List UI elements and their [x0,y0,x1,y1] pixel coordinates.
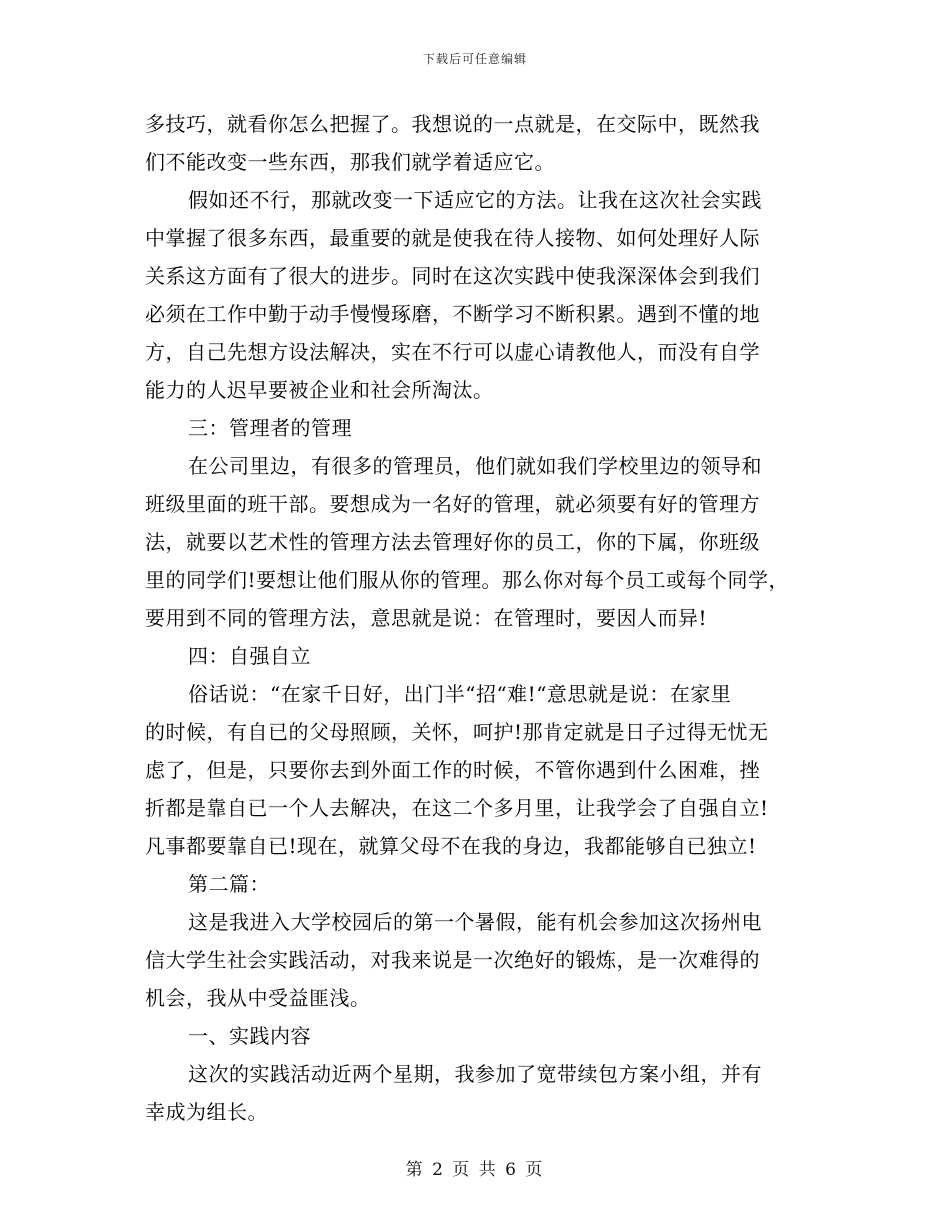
text-line: 的时候，有自已的父母照顾，关怀，呵护!那肯定就是日子过得无忧无 [145,720,769,744]
text-line: 必须在工作中勤于动手慢慢琢磨，不断学习不断积累。遇到不懂的地 [145,302,760,326]
text-line: 这次的实践活动近两个星期，我参加了宽带续包方案小组，并有 [188,1062,762,1086]
text-line: 机会，我从中受益匪浅。 [145,986,371,1010]
text-line: 关系这方面有了很大的进步。同时在这次实践中使我深深体会到我们 [145,264,760,288]
text-line: 俗话说：“在家千日好，出门半“招“难!“意思就是说：在家里 [188,682,732,706]
text-line: 信大学生社会实践活动，对我来说是一次绝好的锻炼，是一次难得的 [145,948,760,972]
page-header-note: 下载后可任意编辑 [422,52,527,66]
text-line: 要用到不同的管理方法，意思就是说：在管理时，要因人而异! [145,606,708,630]
text-line: 四：自强自立 [188,644,311,668]
document-body [145,105,820,1131]
text-line: 中掌握了很多东西，最重要的就是使我在待人接物、如何处理好人际 [145,226,760,250]
text-line: 在公司里边，有很多的管理员，他们就如我们学校里边的领导和 [188,454,762,478]
text-line: 这是我进入大学校园后的第一个暑假，能有机会参加这次扬州电 [188,910,762,934]
text-line: 凡事都要靠自已!现在，就算父母不在我的身边，我都能够自已独立! [145,834,757,858]
text-line: 假如还不行，那就改变一下适应它的方法。让我在这次社会实践 [188,188,762,212]
text-line: 法，就要以艺术性的管理方法去管理好你的员工，你的下属，你班级 [145,530,760,554]
text-line: 们不能改变一些东西，那我们就学着适应它。 [145,150,555,174]
text-line: 三：管理者的管理 [188,416,352,440]
text-line: 第二篇： [188,872,270,896]
text-line: 虑了，但是，只要你去到外面工作的时候，不管你遇到什么困难，挫 [145,758,760,782]
text-line: 方，自己先想方设法解决，实在不行可以虚心请教他人，而没有自学 [145,340,760,364]
text-line: 能力的人迟早要被企业和社会所淘汰。 [145,378,494,402]
text-line: 里的同学们!要想让他们服从你的管理。那么你对每个员工或每个同学， [145,568,790,592]
page-number: 第 2 页 共 6 页 [405,1160,545,1180]
text-line: 幸成为组长。 [145,1100,268,1124]
text-line: 一、实践内容 [188,1024,311,1048]
text-line: 折都是靠自已一个人去解决，在这二个多月里，让我学会了自强自立! [145,796,769,820]
text-line: 多技巧，就看你怎么把握了。我想说的一点就是，在交际中，既然我 [145,112,760,136]
text-line: 班级里面的班干部。要想成为一名好的管理，就必须要有好的管理方 [145,492,760,516]
